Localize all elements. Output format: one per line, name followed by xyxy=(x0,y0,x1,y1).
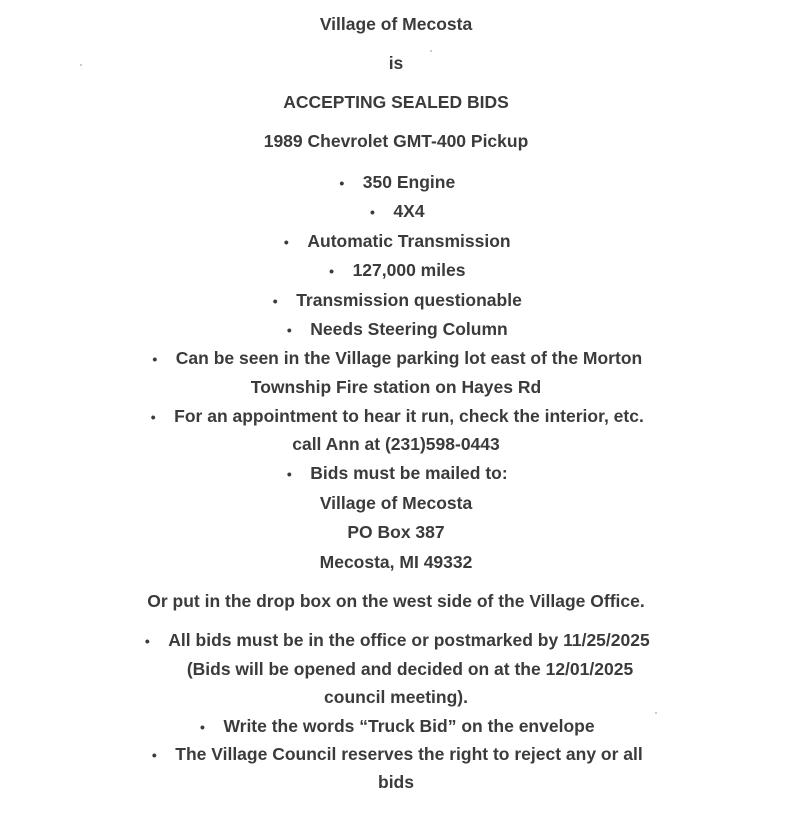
mail-label: • Bids must be mailed to: xyxy=(0,462,792,485)
scan-speck xyxy=(80,64,82,66)
is-text: is xyxy=(388,53,404,73)
drop-box-note: Or put in the drop box on the west side of the Village Office. xyxy=(147,591,645,611)
deadline-line-2: (Bids will be opened and decided on at the 12/01/2025 xyxy=(186,659,634,679)
location-line-1: • Can be seen in the Village parking lot east of the Morton xyxy=(0,347,792,370)
reserve-line-2: bids xyxy=(378,772,414,792)
address-line-2: PO Box 387 xyxy=(347,522,445,542)
feature-transmission: • Automatic Transmission xyxy=(0,230,792,253)
org-title: Village of Mecosta xyxy=(319,14,473,34)
feature-mileage: • 127,000 miles xyxy=(0,259,792,282)
location-line-2: Township Fire station on Hayes Rd xyxy=(250,377,542,397)
appointment-line-1: • For an appointment to hear it run, check the interior, etc. xyxy=(0,405,792,428)
envelope-note: • Write the words “Truck Bid” on the envelope xyxy=(0,715,792,738)
scan-speck xyxy=(430,50,432,52)
deadline-line-3: council meeting). xyxy=(324,687,468,707)
address-line-1: Village of Mecosta xyxy=(319,493,473,513)
feature-4x4: • 4X4 xyxy=(0,200,792,223)
feature-engine: • 350 Engine xyxy=(0,171,792,194)
deadline-line-1: • All bids must be in the office or postmarked by 11/25/2025 xyxy=(0,629,792,652)
address-line-3: Mecosta, MI 49332 xyxy=(319,552,473,572)
appointment-phone: call Ann at (231)598-0443 xyxy=(292,434,500,454)
item-title: 1989 Chevrolet GMT-400 Pickup xyxy=(263,131,529,151)
feature-transmission-note: • Transmission questionable xyxy=(0,289,792,312)
feature-steering: • Needs Steering Column xyxy=(0,318,792,341)
reserve-line-1: • The Village Council reserves the right to reject any or all xyxy=(0,743,792,766)
scan-speck xyxy=(655,712,657,714)
headline: ACCEPTING SEALED BIDS xyxy=(283,92,509,112)
